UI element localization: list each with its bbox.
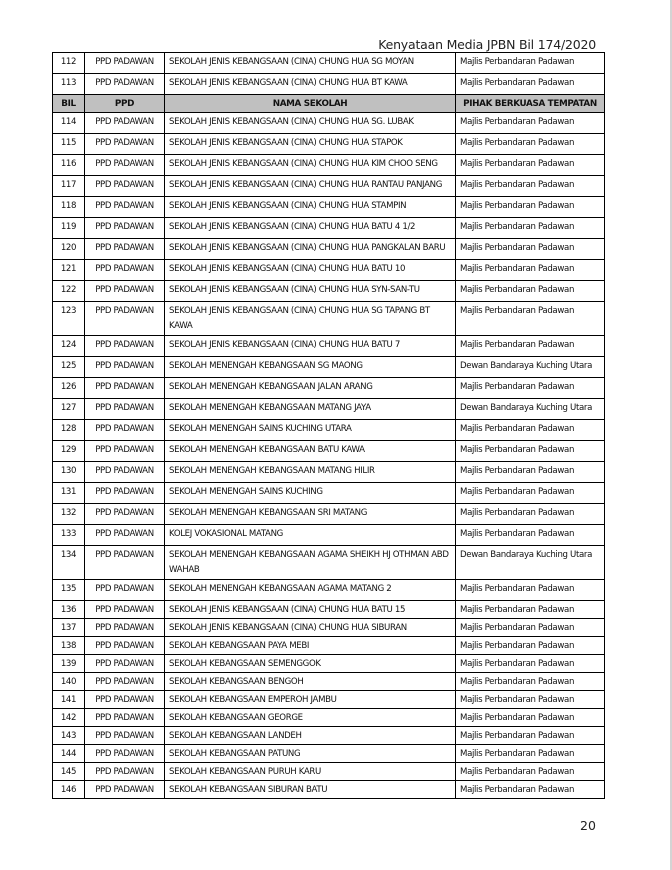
local-authority-cell: Majlis Perbandaran Padawan <box>456 113 605 134</box>
table-row <box>53 218 605 239</box>
school-name-cell: SEKOLAH KEBANGSAAN EMPEROH JAMBU <box>165 691 456 709</box>
local-authority-cell: Majlis Perbandaran Padawan <box>456 745 605 763</box>
local-authority-cell: Majlis Perbandaran Padawan <box>456 74 605 95</box>
ppd-cell: PPD PADAWAN <box>85 239 165 260</box>
bil-cell: 113 <box>53 74 85 95</box>
bil-cell: 138 <box>53 637 85 655</box>
school-name-cell: SEKOLAH KEBANGSAAN PAYA MEBI <box>165 637 456 655</box>
bil-cell: 116 <box>53 155 85 176</box>
school-name-cell: SEKOLAH MENENGAH KEBANGSAAN MATANG HILIR <box>165 462 456 483</box>
table-row <box>53 763 605 781</box>
ppd-cell: PPD PADAWAN <box>85 441 165 462</box>
bil-cell: 142 <box>53 709 85 727</box>
local-authority-cell: Majlis Perbandaran Padawan <box>456 525 605 546</box>
table-row <box>53 260 605 281</box>
table-row <box>53 655 605 673</box>
header-bil: BIL <box>53 95 85 113</box>
ppd-cell: PPD PADAWAN <box>85 781 165 799</box>
header-nama-sekolah: NAMA SEKOLAH <box>165 95 456 113</box>
local-authority-cell: Dewan Bandaraya Kuching Utara <box>456 546 605 580</box>
ppd-cell: PPD PADAWAN <box>85 113 165 134</box>
table-row <box>53 134 605 155</box>
table-row <box>53 781 605 799</box>
table-row <box>53 601 605 619</box>
bil-cell: 137 <box>53 619 85 637</box>
local-authority-cell: Majlis Perbandaran Padawan <box>456 637 605 655</box>
ppd-cell: PPD PADAWAN <box>85 655 165 673</box>
school-name-cell: SEKOLAH JENIS KEBANGSAAN (CINA) CHUNG HUA SG MOYAN <box>165 53 456 74</box>
table-row <box>53 302 605 336</box>
table-row <box>53 197 605 218</box>
table-row <box>53 399 605 420</box>
school-name-cell: SEKOLAH KEBANGSAAN PATUNG <box>165 745 456 763</box>
ppd-cell: PPD PADAWAN <box>85 619 165 637</box>
school-name-cell: SEKOLAH KEBANGSAAN PURUH KARU <box>165 763 456 781</box>
bil-cell: 127 <box>53 399 85 420</box>
table-row <box>53 504 605 525</box>
table-row <box>53 378 605 399</box>
bil-cell: 112 <box>53 53 85 74</box>
bil-cell: 121 <box>53 260 85 281</box>
school-name-cell: SEKOLAH MENENGAH SAINS KUCHING UTARA <box>165 420 456 441</box>
local-authority-cell: Majlis Perbandaran Padawan <box>456 580 605 601</box>
bil-cell: 122 <box>53 281 85 302</box>
bil-cell: 114 <box>53 113 85 134</box>
ppd-cell: PPD PADAWAN <box>85 218 165 239</box>
local-authority-cell: Majlis Perbandaran Padawan <box>456 763 605 781</box>
table-row <box>53 53 605 74</box>
school-name-cell: SEKOLAH KEBANGSAAN SEMENGGOK <box>165 655 456 673</box>
ppd-cell: PPD PADAWAN <box>85 745 165 763</box>
local-authority-cell: Majlis Perbandaran Padawan <box>456 619 605 637</box>
header-pihak-berkuasa-tempatan: PIHAK BERKUASA TEMPATAN <box>456 95 605 113</box>
bil-cell: 129 <box>53 441 85 462</box>
local-authority-cell: Majlis Perbandaran Padawan <box>456 378 605 399</box>
local-authority-cell: Majlis Perbandaran Padawan <box>456 691 605 709</box>
school-name-cell: SEKOLAH JENIS KEBANGSAAN (CINA) CHUNG HUA KIM CHOO SENG <box>165 155 456 176</box>
bil-cell: 126 <box>53 378 85 399</box>
local-authority-cell: Majlis Perbandaran Padawan <box>456 462 605 483</box>
local-authority-cell: Majlis Perbandaran Padawan <box>456 483 605 504</box>
school-name-cell: SEKOLAH JENIS KEBANGSAAN (CINA) CHUNG HUA SIBURAN <box>165 619 456 637</box>
bil-cell: 144 <box>53 745 85 763</box>
bil-cell: 131 <box>53 483 85 504</box>
ppd-cell: PPD PADAWAN <box>85 336 165 357</box>
ppd-cell: PPD PADAWAN <box>85 281 165 302</box>
bil-cell: 130 <box>53 462 85 483</box>
table-row <box>53 281 605 302</box>
ppd-cell: PPD PADAWAN <box>85 462 165 483</box>
table-row <box>53 176 605 197</box>
local-authority-cell: Majlis Perbandaran Padawan <box>456 239 605 260</box>
bil-cell: 133 <box>53 525 85 546</box>
table-row <box>53 673 605 691</box>
bil-cell: 117 <box>53 176 85 197</box>
ppd-cell: PPD PADAWAN <box>85 525 165 546</box>
school-name-cell: SEKOLAH JENIS KEBANGSAAN (CINA) CHUNG HUA SYN-SAN-TU <box>165 281 456 302</box>
school-name-cell: SEKOLAH MENENGAH KEBANGSAAN SRI MATANG <box>165 504 456 525</box>
ppd-cell: PPD PADAWAN <box>85 673 165 691</box>
local-authority-cell: Majlis Perbandaran Padawan <box>456 176 605 197</box>
school-name-cell: SEKOLAH JENIS KEBANGSAAN (CINA) CHUNG HUA PANGKALAN BARU <box>165 239 456 260</box>
school-name-cell: SEKOLAH KEBANGSAAN GEORGE <box>165 709 456 727</box>
table-row <box>53 239 605 260</box>
local-authority-cell: Majlis Perbandaran Padawan <box>456 302 605 336</box>
local-authority-cell: Majlis Perbandaran Padawan <box>456 441 605 462</box>
school-name-cell: SEKOLAH JENIS KEBANGSAAN (CINA) CHUNG HUA STAMPIN <box>165 197 456 218</box>
table-row <box>53 462 605 483</box>
bil-cell: 132 <box>53 504 85 525</box>
ppd-cell: PPD PADAWAN <box>85 763 165 781</box>
ppd-cell: PPD PADAWAN <box>85 357 165 378</box>
school-name-cell: SEKOLAH MENENGAH KEBANGSAAN SG MAONG <box>165 357 456 378</box>
local-authority-cell: Majlis Perbandaran Padawan <box>456 781 605 799</box>
ppd-cell: PPD PADAWAN <box>85 691 165 709</box>
ppd-cell: PPD PADAWAN <box>85 483 165 504</box>
local-authority-cell: Dewan Bandaraya Kuching Utara <box>456 357 605 378</box>
ppd-cell: PPD PADAWAN <box>85 580 165 601</box>
ppd-cell: PPD PADAWAN <box>85 197 165 218</box>
school-name-cell: SEKOLAH JENIS KEBANGSAAN (CINA) CHUNG HUA RANTAU PANJANG <box>165 176 456 197</box>
ppd-cell: PPD PADAWAN <box>85 176 165 197</box>
ppd-cell: PPD PADAWAN <box>85 378 165 399</box>
bil-cell: 128 <box>53 420 85 441</box>
school-name-cell: SEKOLAH KEBANGSAAN SIBURAN BATU <box>165 781 456 799</box>
local-authority-cell: Majlis Perbandaran Padawan <box>456 134 605 155</box>
table-row <box>53 580 605 601</box>
table-row <box>53 727 605 745</box>
local-authority-cell: Majlis Perbandaran Padawan <box>456 336 605 357</box>
table-row <box>53 113 605 134</box>
table-row <box>53 74 605 95</box>
local-authority-cell: Dewan Bandaraya Kuching Utara <box>456 399 605 420</box>
ppd-cell: PPD PADAWAN <box>85 420 165 441</box>
bil-cell: 119 <box>53 218 85 239</box>
ppd-cell: PPD PADAWAN <box>85 637 165 655</box>
school-name-cell: SEKOLAH MENENGAH SAINS KUCHING <box>165 483 456 504</box>
ppd-cell: PPD PADAWAN <box>85 504 165 525</box>
bil-cell: 143 <box>53 727 85 745</box>
school-name-cell: SEKOLAH JENIS KEBANGSAAN (CINA) CHUNG HUA BATU 4 1/2 <box>165 218 456 239</box>
bil-cell: 124 <box>53 336 85 357</box>
ppd-cell: PPD PADAWAN <box>85 546 165 580</box>
table-row <box>53 709 605 727</box>
ppd-cell: PPD PADAWAN <box>85 134 165 155</box>
bil-cell: 145 <box>53 763 85 781</box>
bil-cell: 125 <box>53 357 85 378</box>
school-name-cell: SEKOLAH MENENGAH KEBANGSAAN BATU KAWA <box>165 441 456 462</box>
table-row <box>53 525 605 546</box>
local-authority-cell: Majlis Perbandaran Padawan <box>456 673 605 691</box>
school-name-cell: KOLEJ VOKASIONAL MATANG <box>165 525 456 546</box>
local-authority-cell: Majlis Perbandaran Padawan <box>456 727 605 745</box>
local-authority-cell: Majlis Perbandaran Padawan <box>456 709 605 727</box>
ppd-cell: PPD PADAWAN <box>85 601 165 619</box>
local-authority-cell: Majlis Perbandaran Padawan <box>456 197 605 218</box>
school-name-cell: SEKOLAH KEBANGSAAN BENGOH <box>165 673 456 691</box>
bil-cell: 115 <box>53 134 85 155</box>
school-name-cell: SEKOLAH JENIS KEBANGSAAN (CINA) CHUNG HUA BATU 10 <box>165 260 456 281</box>
local-authority-cell: Majlis Perbandaran Padawan <box>456 281 605 302</box>
school-name-cell: SEKOLAH JENIS KEBANGSAAN (CINA) CHUNG HUA BATU 7 <box>165 336 456 357</box>
table-row <box>53 155 605 176</box>
ppd-cell: PPD PADAWAN <box>85 74 165 95</box>
ppd-cell: PPD PADAWAN <box>85 302 165 336</box>
ppd-cell: PPD PADAWAN <box>85 727 165 745</box>
school-name-cell: SEKOLAH JENIS KEBANGSAAN (CINA) CHUNG HUA BT KAWA <box>165 74 456 95</box>
table-row <box>53 357 605 378</box>
page-number: 20 <box>580 818 596 833</box>
bil-cell: 139 <box>53 655 85 673</box>
table-row <box>53 637 605 655</box>
document-reference: Kenyataan Media JPBN Bil 174/2020 <box>378 37 596 52</box>
table-row <box>53 745 605 763</box>
school-name-cell: SEKOLAH MENENGAH KEBANGSAAN AGAMA SHEIKH HJ OTHMAN ABD WAHAB <box>165 546 456 580</box>
local-authority-cell: Majlis Perbandaran Padawan <box>456 504 605 525</box>
local-authority-cell: Majlis Perbandaran Padawan <box>456 420 605 441</box>
ppd-cell: PPD PADAWAN <box>85 155 165 176</box>
bil-cell: 118 <box>53 197 85 218</box>
local-authority-cell: Majlis Perbandaran Padawan <box>456 155 605 176</box>
header-ppd: PPD <box>85 95 165 113</box>
school-name-cell: SEKOLAH KEBANGSAAN LANDEH <box>165 727 456 745</box>
table-row <box>53 483 605 504</box>
school-name-cell: SEKOLAH MENENGAH KEBANGSAAN MATANG JAYA <box>165 399 456 420</box>
ppd-cell: PPD PADAWAN <box>85 53 165 74</box>
bil-cell: 120 <box>53 239 85 260</box>
table-row <box>53 546 605 580</box>
ppd-cell: PPD PADAWAN <box>85 709 165 727</box>
local-authority-cell: Majlis Perbandaran Padawan <box>456 601 605 619</box>
local-authority-cell: Majlis Perbandaran Padawan <box>456 218 605 239</box>
local-authority-cell: Majlis Perbandaran Padawan <box>456 53 605 74</box>
school-name-cell: SEKOLAH JENIS KEBANGSAAN (CINA) CHUNG HUA SG. LUBAK <box>165 113 456 134</box>
ppd-cell: PPD PADAWAN <box>85 260 165 281</box>
bil-cell: 135 <box>53 580 85 601</box>
local-authority-cell: Majlis Perbandaran Padawan <box>456 260 605 281</box>
school-list-table <box>52 52 605 799</box>
local-authority-cell: Majlis Perbandaran Padawan <box>456 655 605 673</box>
table-row <box>53 619 605 637</box>
school-name-cell: SEKOLAH JENIS KEBANGSAAN (CINA) CHUNG HUA STAPOK <box>165 134 456 155</box>
table-row <box>53 336 605 357</box>
bil-cell: 140 <box>53 673 85 691</box>
ppd-cell: PPD PADAWAN <box>85 399 165 420</box>
bil-cell: 146 <box>53 781 85 799</box>
table-row <box>53 441 605 462</box>
school-name-cell: SEKOLAH JENIS KEBANGSAAN (CINA) CHUNG HUA BATU 15 <box>165 601 456 619</box>
bil-cell: 141 <box>53 691 85 709</box>
school-name-cell: SEKOLAH JENIS KEBANGSAAN (CINA) CHUNG HUA SG TAPANG BT KAWA <box>165 302 456 336</box>
school-name-cell: SEKOLAH MENENGAH KEBANGSAAN JALAN ARANG <box>165 378 456 399</box>
table-row <box>53 691 605 709</box>
bil-cell: 136 <box>53 601 85 619</box>
bil-cell: 134 <box>53 546 85 580</box>
table-header-row <box>53 95 605 113</box>
school-name-cell: SEKOLAH MENENGAH KEBANGSAAN AGAMA MATANG 2 <box>165 580 456 601</box>
bil-cell: 123 <box>53 302 85 336</box>
table-row <box>53 420 605 441</box>
